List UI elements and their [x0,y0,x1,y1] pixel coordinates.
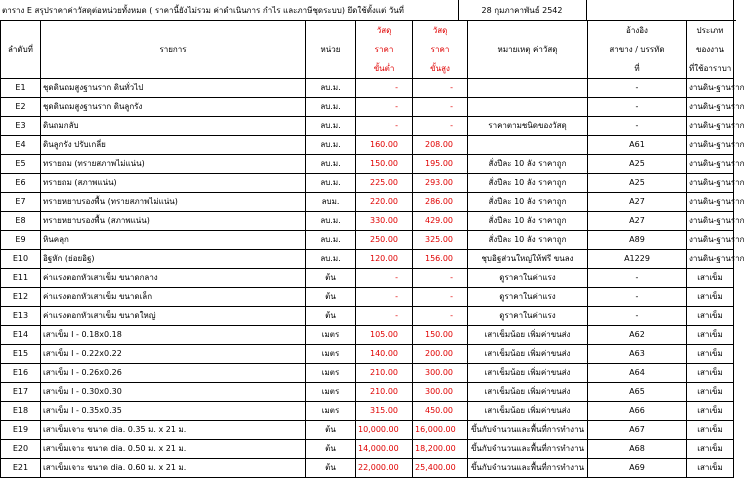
cell-ref[interactable]: A89 [588,230,687,249]
cell-type[interactable]: เสาเข็ม [687,401,734,420]
cell-note[interactable]: เสาเข็มน้อย เพิ่มค่าขนส่ง [468,325,588,344]
cell-type[interactable]: เสาเข็ม [687,287,734,306]
cell-desc[interactable]: ดินถมกลับ [41,116,306,135]
cell-id[interactable]: E21 [1,458,41,477]
cell-note[interactable]: เสาเข็มน้อย เพิ่มค่าขนส่ง [468,363,588,382]
header-max-3: ขั้นสูง [413,59,468,78]
cell-type[interactable]: งานดิน-ฐานราก [687,211,734,230]
cell-ref[interactable]: - [588,306,687,325]
sheet-date: 28 กุมภาคาพันธ์ 2542 [481,6,563,15]
cell-unit[interactable]: เมตร [306,344,356,363]
cell-unit[interactable]: ลบ.ม. [306,211,356,230]
cell-max-price[interactable]: 208.00 [413,135,468,154]
cell-note[interactable]: สั่งปีละ 10 ลัง ราคาถูก [468,192,588,211]
cell-max-price[interactable]: - [413,306,468,325]
cell-min-price[interactable]: 220.00 [356,192,413,211]
cell-min-price[interactable]: 120.00 [356,249,413,268]
cell-desc[interactable]: ชุดดินถมสูงฐานราก ดินทั่วไป [41,78,306,97]
cell-min-price[interactable]: 160.00 [356,135,413,154]
cell-min-price[interactable]: 250.00 [356,230,413,249]
cell-note[interactable]: ดูราคาในค่าแรง [468,306,588,325]
cell-note[interactable]: สั่งปีละ 10 ลัง ราคาถูก [468,154,588,173]
cell-desc[interactable]: อิฐหัก (ย่อยอิฐ) [41,249,306,268]
cell-max-price[interactable]: - [413,97,468,116]
cell-id[interactable]: E7 [1,192,41,211]
cell-type[interactable]: เสาเข็ม [687,439,734,458]
cell-type[interactable]: งานดิน-ฐานราก [687,116,734,135]
cell-min-price[interactable]: - [356,97,413,116]
sheet-title: ตาราง E สรุปราคาค่าวัสดุต่อหน่วยทั้งหมด ( ราคานี้ยังไม่รวม ค่าดำเนินการ กำไร และภาษีชุดระบบ) ยึดใช้ตั้งแต่ วันที่ [2,6,404,15]
table-row [1,135,734,154]
cell-max-price[interactable]: 150.00 [413,325,468,344]
cell-unit[interactable]: ต้น [306,287,356,306]
cell-unit[interactable]: ต้น [306,458,356,477]
cell-max-price[interactable]: 300.00 [413,363,468,382]
cell-unit[interactable]: ลบ.ม. [306,230,356,249]
table-row [1,173,734,192]
table-row [1,268,734,287]
cell-ref[interactable]: A61 [588,135,687,154]
header-max-1: วัสดุ [413,21,468,40]
cell-note[interactable] [468,135,588,154]
cell-unit[interactable]: ลบ.ม. [306,97,356,116]
cell-min-price[interactable]: 210.00 [356,363,413,382]
cell-max-price[interactable]: 200.00 [413,344,468,363]
cell-type[interactable]: งานดิน-ฐานราก [687,97,734,116]
cell-desc[interactable]: เสาเข็ม I - 0.22x0.22 [41,344,306,363]
table-row [1,344,734,363]
cell-type[interactable]: งานดิน-ฐานราก [687,78,734,97]
cell-type[interactable]: งานดิน-ฐานราก [687,173,734,192]
cell-desc[interactable]: ค่าแรงตอกหัวเสาเข็ม ขนาดกลาง [41,268,306,287]
cell-note[interactable]: สั่งปีละ 10 ลัง ราคาถูก [468,230,588,249]
cell-type[interactable]: เสาเข็ม [687,420,734,439]
cell-min-price[interactable]: 330.00 [356,211,413,230]
cell-note[interactable]: ชุบอิฐส่วนใหญ่ให้ฟรี ขนลง [468,249,588,268]
cell-min-price[interactable]: - [356,78,413,97]
table-row [1,420,734,439]
header-max-2: ราคา [413,40,468,59]
cell-unit[interactable]: ลบ.ม. [306,135,356,154]
cell-unit[interactable]: เมตร [306,382,356,401]
cell-unit[interactable]: ต้น [306,306,356,325]
cell-unit[interactable]: ต้น [306,420,356,439]
cell-ref[interactable]: A27 [588,211,687,230]
cell-id[interactable]: E18 [1,401,41,420]
cell-unit[interactable]: ลบ.ม. [306,249,356,268]
cell-id[interactable]: E10 [1,249,41,268]
cell-min-price[interactable]: 105.00 [356,325,413,344]
header-cell [468,59,588,78]
cell-min-price[interactable]: 210.00 [356,382,413,401]
cell-note[interactable] [468,97,588,116]
cell-id[interactable]: E14 [1,325,41,344]
cell-unit[interactable]: ลบม. [306,192,356,211]
cell-max-price[interactable]: 156.00 [413,249,468,268]
cell-id[interactable]: E16 [1,363,41,382]
cell-ref[interactable]: - [588,287,687,306]
cell-note[interactable]: ขึ้นกับจำนวนและพื้นที่การทำงาน [468,420,588,439]
cell-note[interactable]: เสาเข็มน้อย เพิ่มค่าขนส่ง [468,344,588,363]
cell-desc[interactable]: เสาเข็ม I - 0.35x0.35 [41,401,306,420]
cell-note[interactable] [468,78,588,97]
table-row [1,230,734,249]
cell-ref[interactable]: A1229 [588,249,687,268]
cell-max-price[interactable]: 300.00 [413,382,468,401]
price-table [0,21,744,478]
cell-id[interactable]: E13 [1,306,41,325]
cell-desc[interactable]: ทรายหยาบรองพื้น (สภาพแน่น) [41,211,306,230]
cell-id[interactable]: E2 [1,97,41,116]
cell-note[interactable]: ขึ้นกับจำนวนและพื้นที่การทำงาน [468,458,588,477]
header-cell [41,59,306,78]
header-id: ลำดับที่ [1,40,41,59]
cell-desc[interactable]: ค่าแรงตอกหัวเสาเข็ม ขนาดเล็ก [41,287,306,306]
cell-unit[interactable]: ลบ.ม. [306,154,356,173]
cell-unit[interactable]: เมตร [306,325,356,344]
header-cell [468,21,588,40]
cell-note[interactable]: ขึ้นกับจำนวนและพื้นที่การทำงาน [468,439,588,458]
cell-max-price[interactable]: 450.00 [413,401,468,420]
cell-ref[interactable]: A27 [588,192,687,211]
cell-ref[interactable]: A68 [588,439,687,458]
cell-min-price[interactable]: 150.00 [356,154,413,173]
cell-max-price[interactable]: 18,200.00 [413,439,468,458]
cell-min-price[interactable]: 140.00 [356,344,413,363]
table-body [1,78,744,477]
cell-desc[interactable]: ทรายถม (ทรายสภาพไม่แน่น) [41,154,306,173]
cell-ref[interactable]: - [588,268,687,287]
cell-desc[interactable]: เสาเข็ม I - 0.18x0.18 [41,325,306,344]
cell-type[interactable]: งานดิน-ฐานราก [687,192,734,211]
cell-unit[interactable]: ลบ.ม. [306,116,356,135]
cell-id[interactable]: E9 [1,230,41,249]
header-cell [41,21,306,40]
cell-min-price[interactable]: 10,000.00 [356,420,413,439]
header-note: หมายเหตุ ค่าวัสดุ [468,40,588,59]
cell-unit[interactable]: เมตร [306,401,356,420]
cell-ref[interactable]: A67 [588,420,687,439]
cell-desc[interactable]: ดินลูกรัง ปรับเกลี่ย [41,135,306,154]
table-row [1,97,734,116]
cell-desc[interactable]: ชุดดินถมสูงฐานราก ดินลูกรัง [41,97,306,116]
table-row [1,211,734,230]
cell-note[interactable]: ดูราคาในค่าแรง [468,287,588,306]
cell-min-price[interactable]: - [356,116,413,135]
cell-type[interactable]: งานดิน-ฐานราก [687,135,734,154]
table-row [1,78,734,97]
divider [733,0,734,21]
cell-ref[interactable]: - [588,97,687,116]
cell-id[interactable]: E20 [1,439,41,458]
cell-max-price[interactable]: 16,000.00 [413,420,468,439]
cell-desc[interactable]: เสาเข็มเจาะ ขนาด dia. 0.35 ม. x 21 ม. [41,420,306,439]
cell-type[interactable]: เสาเข็ม [687,344,734,363]
table-row [1,401,734,420]
cell-id[interactable]: E11 [1,268,41,287]
table-row [1,192,734,211]
cell-min-price[interactable]: - [356,306,413,325]
cell-type[interactable]: งานดิน-ฐานราก [687,154,734,173]
cell-id[interactable]: E3 [1,116,41,135]
cell-desc[interactable]: ค่าแรงตอกหัวเสาเข็ม ขนาดใหญ่ [41,306,306,325]
cell-id[interactable]: E17 [1,382,41,401]
cell-ref[interactable]: A65 [588,382,687,401]
cell-type[interactable]: เสาเข็ม [687,268,734,287]
cell-max-price[interactable]: 286.00 [413,192,468,211]
title-row [0,0,736,21]
cell-ref[interactable]: A62 [588,325,687,344]
cell-desc[interactable]: เสาเข็มเจาะ ขนาด dia. 0.60 ม. x 21 ม. [41,458,306,477]
cell-ref[interactable]: - [588,116,687,135]
cell-min-price[interactable]: - [356,268,413,287]
cell-id[interactable]: E4 [1,135,41,154]
cell-desc[interactable]: ทรายถม (สภาพแน่น) [41,173,306,192]
header-unit: หน่วย [306,40,356,59]
header-cell [1,59,41,78]
cell-unit[interactable]: ลบ.ม. [306,78,356,97]
cell-ref[interactable]: - [588,78,687,97]
cell-id[interactable]: E15 [1,344,41,363]
cell-desc[interactable]: เสาเข็มเจาะ ขนาด dia. 0.50 ม. x 21 ม. [41,439,306,458]
cell-min-price[interactable]: 225.00 [356,173,413,192]
table-row [1,287,734,306]
divider [586,0,587,21]
header-ref-1: อ้างอิง [588,21,687,40]
cell-note[interactable]: เสาเข็มน้อย เพิ่มค่าขนส่ง [468,401,588,420]
cell-desc[interactable]: เสาเข็ม I - 0.26x0.26 [41,363,306,382]
cell-note[interactable]: ราคาตามชนิดของวัสดุ [468,116,588,135]
cell-type[interactable]: งานดิน-ฐานราก [687,230,734,249]
header-min-2: ราคา [356,40,413,59]
cell-min-price[interactable]: 14,000.00 [356,439,413,458]
cell-max-price[interactable]: 25,400.00 [413,458,468,477]
cell-ref[interactable]: A64 [588,363,687,382]
header-cell [306,59,356,78]
cell-min-price[interactable]: 22,000.00 [356,458,413,477]
cell-desc[interactable]: เสาเข็ม I - 0.30x0.30 [41,382,306,401]
table-row [1,249,734,268]
cell-unit[interactable]: ลบ.ม. [306,173,356,192]
cell-max-price[interactable]: - [413,287,468,306]
header-type-1: ประเภท [687,21,734,40]
cell-desc[interactable]: หินคลุก [41,230,306,249]
table-row [1,154,734,173]
cell-type[interactable]: งานดิน-ฐานราก [687,249,734,268]
cell-ref[interactable]: A63 [588,344,687,363]
cell-note[interactable]: สั่งปีละ 10 ลัง ราคาถูก [468,173,588,192]
table-row [1,306,734,325]
header-desc: รายการ [41,40,306,59]
table-row [1,325,734,344]
cell-id[interactable]: E6 [1,173,41,192]
cell-ref[interactable]: A25 [588,154,687,173]
cell-max-price[interactable]: - [413,78,468,97]
cell-max-price[interactable]: 325.00 [413,230,468,249]
cell-unit[interactable]: ต้น [306,439,356,458]
cell-note[interactable]: สั่งปีละ 10 ลัง ราคาถูก [468,211,588,230]
cell-max-price[interactable]: - [413,116,468,135]
header-cell [306,21,356,40]
header-min-3: ขั้นต่ำ [356,59,413,78]
cell-type[interactable]: เสาเข็ม [687,325,734,344]
cell-desc[interactable]: ทรายหยาบรองพื้น (ทรายสภาพไม่แน่น) [41,192,306,211]
header-type-2: ของงาน [687,40,734,59]
header-cell [1,21,41,40]
table-row [1,439,734,458]
cell-max-price[interactable]: 429.00 [413,211,468,230]
table-row [1,382,734,401]
header-ref-3: ที่ [588,59,687,78]
cell-min-price[interactable]: - [356,287,413,306]
cell-ref[interactable]: A25 [588,173,687,192]
cell-unit[interactable]: เมตร [306,363,356,382]
table-row [1,363,734,382]
cell-type[interactable]: เสาเข็ม [687,382,734,401]
cell-ref[interactable]: A69 [588,458,687,477]
cell-id[interactable]: E8 [1,211,41,230]
cell-id[interactable]: E1 [1,78,41,97]
cell-unit[interactable]: ต้น [306,268,356,287]
cell-id[interactable]: E19 [1,420,41,439]
cell-id[interactable]: E12 [1,287,41,306]
header-type-3: ที่ใช้อาราบา [687,59,734,78]
table-row [1,116,734,135]
cell-max-price[interactable]: 195.00 [413,154,468,173]
cell-type[interactable]: เสาเข็ม [687,363,734,382]
cell-note[interactable]: ดูราคาในค่าแรง [468,268,588,287]
cell-min-price[interactable]: 315.00 [356,401,413,420]
table-row [1,458,734,477]
cell-type[interactable]: เสาเข็ม [687,306,734,325]
cell-note[interactable]: เสาเข็มน้อย เพิ่มค่าขนส่ง [468,382,588,401]
header-ref-2: สาขาง / บรรทัด [588,40,687,59]
cell-max-price[interactable]: - [413,268,468,287]
header-min-1: วัสดุ [356,21,413,40]
cell-id[interactable]: E5 [1,154,41,173]
cell-max-price[interactable]: 293.00 [413,173,468,192]
cell-type[interactable]: เสาเข็ม [687,458,734,477]
cell-ref[interactable]: A66 [588,401,687,420]
